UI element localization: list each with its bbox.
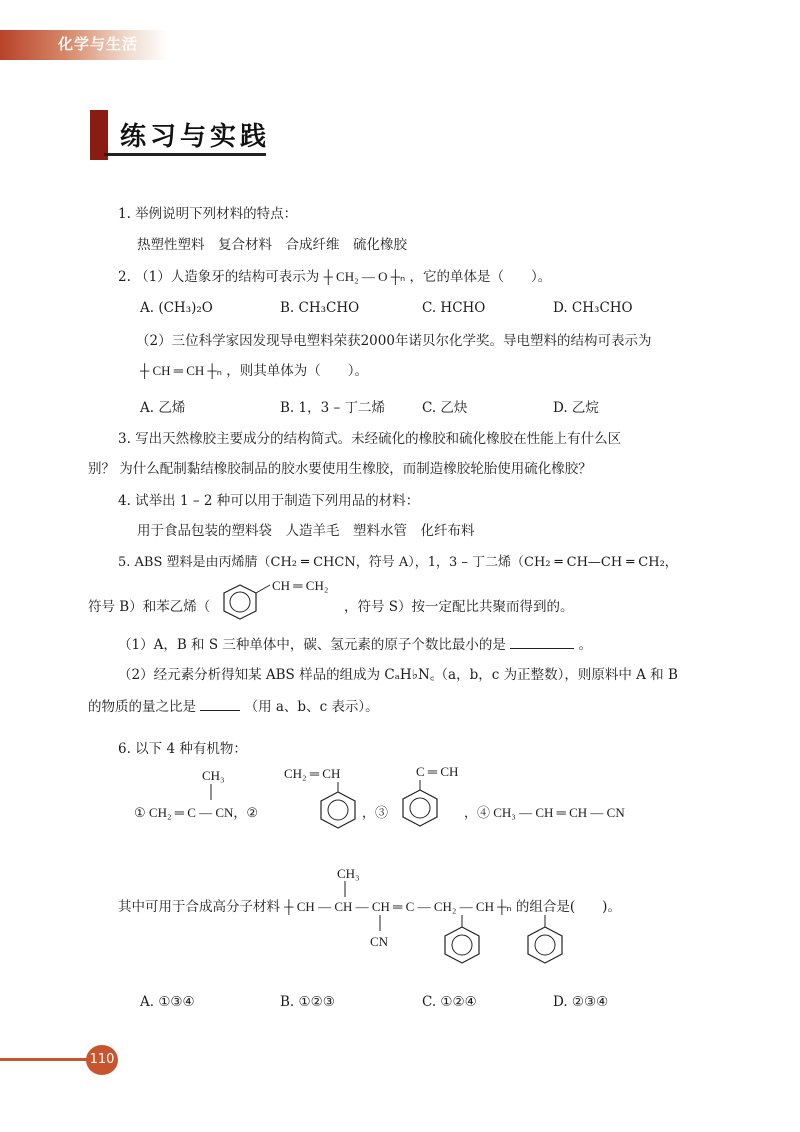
compound1-methyl: CH₃ — [202, 768, 225, 783]
compound3-alkyne: C ═ CH — [416, 764, 459, 779]
q5-line2-post: ，符号 S）按一定配比共聚而得到的。 — [344, 599, 574, 615]
q3-line2: 别？ 为什么配制黏结橡胶制品的胶水要使用生橡胶，而制造橡胶轮胎使用硫化橡胶？ — [88, 461, 592, 477]
q2-part1-post: ，它的单体是（ ）。 — [409, 269, 552, 285]
polymer-post: 的组合是( )。 — [515, 899, 621, 915]
q5-part1-text: （1）A，B 和 S 三种单体中，碳、氢元素的原子个数比最小的是 — [118, 637, 506, 653]
q5-line2-pre: 符号 B）和苯乙烯（ — [88, 599, 211, 615]
polymer-pre: 其中可用于合成高分子材料 — [118, 899, 280, 915]
q2-option-2d: D. 乙烷 — [553, 400, 599, 416]
q5-part2-line2-pre: 的物质的量之比是 — [88, 699, 196, 715]
polymer-cn-bond — [378, 915, 382, 933]
styrene-benzene-ring — [222, 583, 272, 623]
styrene-vinyl-group: CH ═ CH₂ — [272, 578, 329, 593]
section-title: 练习与实践 — [120, 122, 271, 152]
q6-stem: 6. 以下 4 种有机物： — [118, 741, 247, 757]
q2-part2-line2 — [140, 362, 368, 380]
compound2-vinyl: CH₂ ═ CH — [284, 766, 341, 781]
book-title: 化学与生活 — [58, 35, 139, 53]
q4-items: 用于食品包装的塑料袋 人造羊毛 塑料水管 化纤布料 — [137, 523, 475, 539]
q2-part1-formula: ┼ CH₂ — O ┼ₙ — [323, 269, 406, 284]
q5-part1-end: 。 — [578, 637, 592, 653]
page-number-line — [0, 1058, 92, 1061]
q2-part1-pre: 2. （1）人造象牙的结构可表示为 — [118, 269, 320, 285]
q1-stem: 1. 举例说明下列材料的特点： — [118, 206, 298, 222]
q5-part1-blank[interactable] — [510, 634, 574, 649]
q2-option-1b: B. CH₃CHO — [280, 300, 360, 316]
q2-part2-post: ，则其单体为（ ）。 — [226, 363, 368, 379]
compound3-benzene-ring — [400, 780, 440, 836]
q2-option-1a: A. (CH₃)₂O — [140, 300, 213, 316]
q5-part1 — [118, 634, 592, 654]
q2-part2-line1: （2）三位科学家因发现导电塑料荣获2000年诺贝尔化学奖。导电塑料的结构可表示为 — [136, 333, 652, 349]
q5-part2-line2-post: （用 a、b、c 表示）。 — [244, 699, 379, 715]
polymer-benzene-ring-1 — [442, 915, 482, 973]
compound1-bond — [209, 784, 213, 802]
q5-part2-blank[interactable] — [200, 696, 240, 711]
q5-line1: 5. ABS 塑料是由丙烯腈（CH₂ ═ CHCN，符号 A），1，3 – 丁二烯（CH₂ ═ CH—CH ═ CH₂， — [118, 555, 678, 570]
q1-items: 热塑性塑料 复合材料 合成纤维 硫化橡胶 — [137, 237, 407, 253]
q5-part2-line2 — [88, 696, 379, 716]
q6-option-c: C. ①②④ — [422, 994, 477, 1010]
polymer-line — [118, 898, 621, 916]
q2-option-2b: B. 1，3 – 丁二烯 — [280, 400, 386, 416]
polymer-benzene-ring-2 — [525, 915, 565, 973]
q2-part2-formula: ┼ CH ═ CH ┼ₙ — [140, 363, 222, 378]
q6-option-d: D. ②③④ — [553, 994, 609, 1010]
polymer-methyl: CH₃ — [337, 866, 360, 881]
section-title-underline — [104, 153, 266, 156]
q2-option-1d: D. CH₃CHO — [553, 300, 633, 316]
q2-option-1c: C. HCHO — [422, 300, 486, 316]
q5-part2-line1: （2）经元素分析得知某 ABS 样品的组成为 CₐH♭N꜀（a，b，c 为正整数），则原料中 A 和 B — [118, 667, 678, 683]
compound3-label: ，③ — [362, 805, 389, 820]
compound4-formula: ，④ CH₃ — CH ═ CH — CN — [464, 805, 625, 820]
polymer-methyl-bond — [343, 881, 347, 899]
polymer-chain: ┼ CH — CH — CH ═ C — CH₂ — CH ┼ₙ — [284, 899, 512, 914]
q3-line1: 3. 写出天然橡胶主要成分的结构简式。未经硫化的橡胶和硫化橡胶在性能上有什么区 — [118, 431, 622, 447]
compound2-benzene-ring — [318, 782, 358, 838]
q2-option-2a: A. 乙烯 — [140, 400, 186, 416]
q6-option-b: B. ①②③ — [280, 994, 335, 1010]
page-number: 110 — [86, 1045, 118, 1075]
q6-option-a: A. ①③④ — [140, 994, 195, 1010]
compound1-formula: ① CH₂ ═ C — CN，② — [134, 805, 259, 820]
q2-part1 — [118, 268, 551, 286]
polymer-cyano: CN — [370, 934, 389, 949]
q4-stem: 4. 试举出 1 – 2 种可以用于制造下列用品的材料： — [118, 493, 420, 509]
q2-option-2c: C. 乙炔 — [422, 400, 468, 416]
